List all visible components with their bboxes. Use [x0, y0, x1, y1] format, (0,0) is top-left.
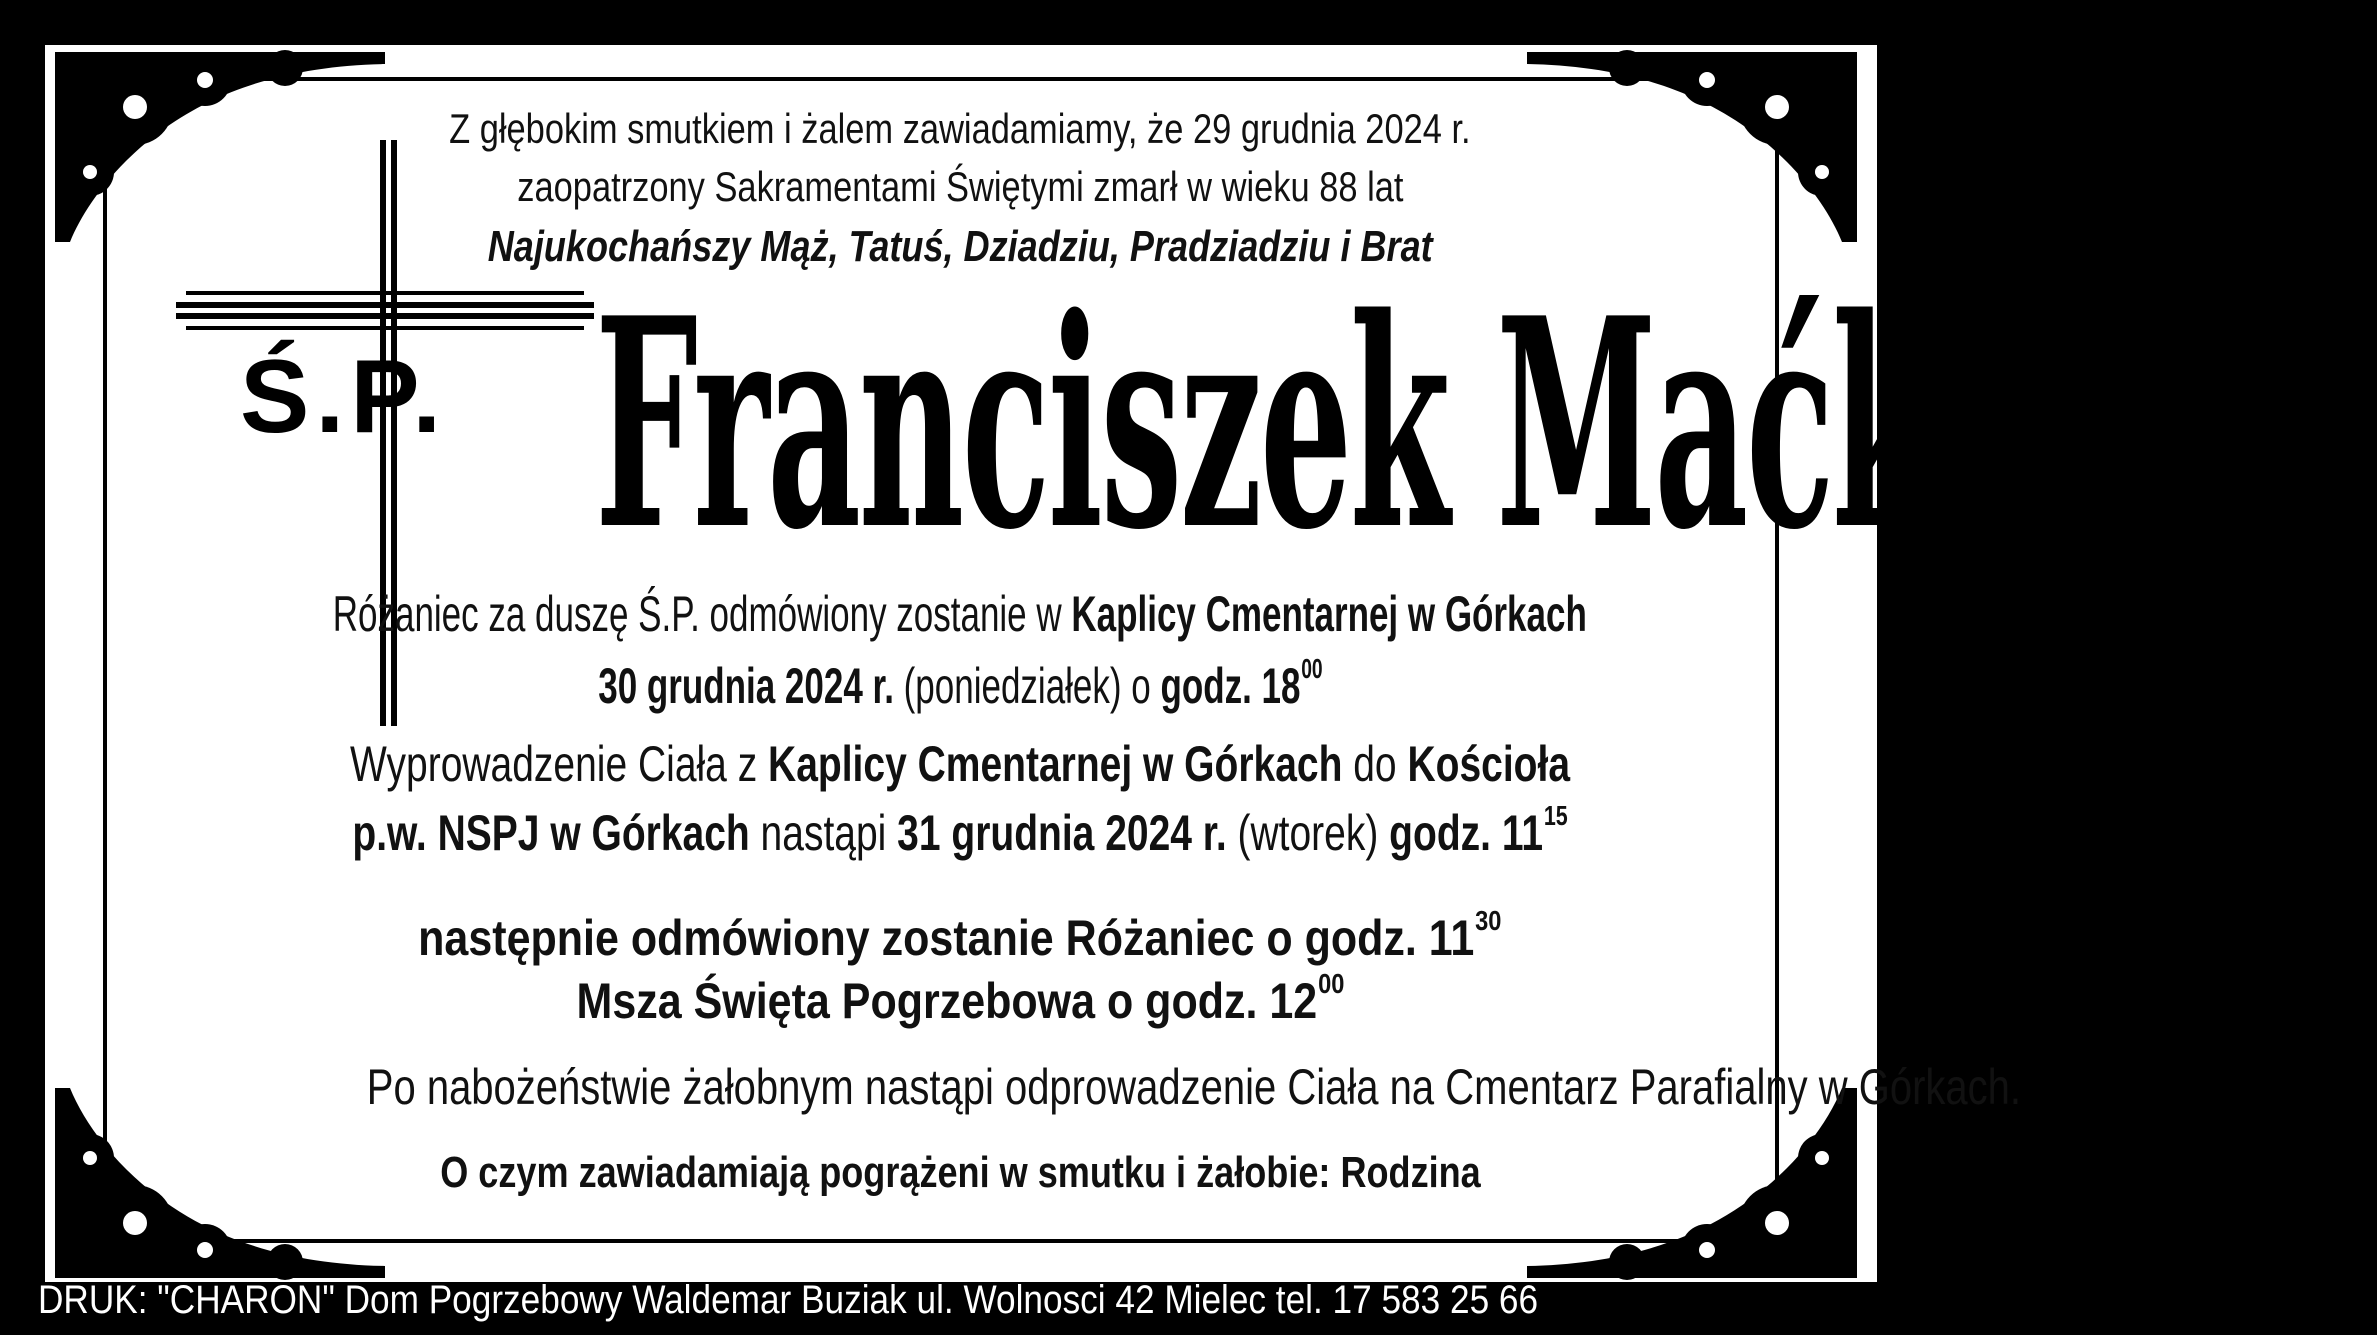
- prefix-sp: Ś.P.: [240, 339, 448, 455]
- family-line: O czym zawiadamiają pogrążeni w smutku i żałobie: Rodzina: [439, 1148, 1481, 1197]
- rosary-line-1: Różaniec za duszę Ś.P. odmówiony zostanie w Kaplicy Cmentarnej w Górkach: [332, 586, 1588, 642]
- mass-line: Msza Święta Pogrzebowa o godz. $12^{00}$: [576, 968, 1344, 1029]
- rosary-line-2: 30 grudnia 2024 r. (poniedziałek) o godz. $18^{00}$: [597, 653, 1323, 714]
- intro-line-3: Najukochańszy Mąż, Tatuś, Dziadziu, Pradziadziu i Brat: [487, 222, 1433, 271]
- deceased-name: Franciszek Maćkowski: [595, 254, 2377, 593]
- intro-line-2: zaopatrzony Sakramentami Świętymi zmarł w wieku 88 lat: [516, 163, 1404, 210]
- intro-line-1: Z głębokim smutkiem i żalem zawiadamiamy, że 29 grudnia 2024 r.: [449, 105, 1471, 152]
- printer-footer: DRUK: "CHARON" Dom Pogrzebowy Waldemar Buziak ul. Wolnosci 42 Mielec tel. 17 583 25 66: [38, 1278, 1539, 1322]
- procession-line-1: Wyprowadzenie Ciała z Kaplicy Cmentarnej w Górkach do Kościoła: [350, 736, 1570, 792]
- procession-line-2: p.w. NSPJ w Górkach nastąpi 31 grudnia 2024 r. (wtorek) godz. $11^{15}$: [352, 800, 1568, 861]
- next-rosary-line: następnie odmówiony zostanie Różaniec o godz. $11^{30}$: [418, 905, 1502, 966]
- burial-line: Po nabożeństwie żałobnym nastąpi odprowadzenie Ciała na Cmentarz Parafialny w Górkach.: [366, 1059, 2022, 1115]
